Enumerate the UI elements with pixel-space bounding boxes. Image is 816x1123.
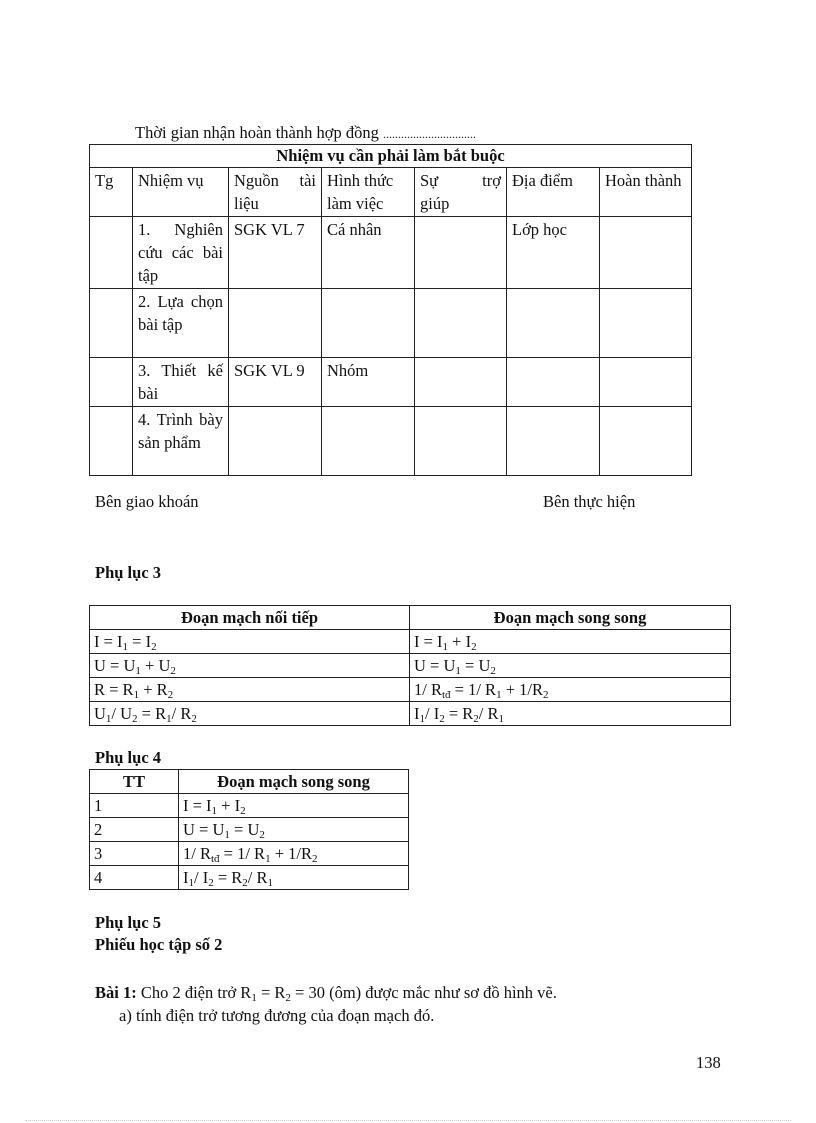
appendix4-header-row [90,770,409,794]
table-row [90,407,692,476]
cell-tg [90,217,133,289]
table-row [90,818,409,842]
formula-voltage: $U = U_1 = U_2$ [179,818,409,842]
cell-form [322,289,415,358]
exercise-item-a: a) tính điện trở tương đương của đoạn mạch đó. [119,1006,435,1025]
header-task: Nhiệm vụ [133,168,229,217]
cell-place: Lớp học [507,217,600,289]
appendix3-title: Phụ lục 3 [95,563,162,582]
header-source: Nguồn tài liệu [229,168,322,217]
cell-source: SGK VL 9 [229,358,322,407]
cell-tg [90,407,133,476]
table-row [90,678,731,702]
sign-left: Bên giao khoán [95,492,199,511]
table-row [90,358,692,407]
cell-form [322,407,415,476]
cell-task: 4. Trình bày sản phẩm [133,407,229,476]
receive-line-dots: ............................... [382,127,476,141]
appendix3-table [89,605,731,726]
row-number: 3 [90,842,179,866]
appendix5-title: Phụ lục 5 [95,913,162,932]
exercise-text: Cho 2 điện trở $R_1 = R_2 = 30$ (ôm) [140,983,362,1004]
worksheet-title: Phiếu học tập số 2 [95,935,223,954]
cell-done [600,407,692,476]
cell-tg [90,358,133,407]
contract-table-header-row [90,168,692,217]
formula-parallel-current: $I = I_1 + I_2$ [410,630,731,654]
sign-right: Bên thực hiện [543,492,636,511]
cell-done [600,289,692,358]
contract-table [89,144,692,476]
formula-parallel-voltage: $U = U_1 = U_2$ [410,654,731,678]
cell-form: Nhóm [322,358,415,407]
cell-support [415,358,507,407]
header-form: Hình thức làm việc [322,168,415,217]
cell-source [229,407,322,476]
appendix4-title: Phụ lục 4 [95,748,162,767]
page-number: 138 [696,1053,721,1072]
exercise-label: Bài 1: [95,983,137,1002]
header-tg: Tg [90,168,133,217]
cell-source [229,289,322,358]
receive-line [135,123,476,144]
formula-ratio: $I_1/$ $I_2 = R_2/$ $R_1$ [179,866,409,890]
cell-support [415,407,507,476]
appendix3-header-row [90,606,731,630]
table-row [90,217,692,289]
cell-done [600,217,692,289]
row-number: 2 [90,818,179,842]
appendix3-header-series: Đoạn mạch nối tiếp [90,606,410,630]
header-place: Địa điểm [507,168,600,217]
appendix3-header-parallel: Đoạn mạch song song [410,606,731,630]
formula-series-ratio: $U_1/$ $U_2 = R_1/$ $R_2$ [90,702,410,726]
cell-done [600,358,692,407]
contract-table-title-row [90,145,692,168]
cell-tg [90,289,133,358]
cell-place [507,289,600,358]
row-number: 4 [90,866,179,890]
table-row [90,794,409,818]
cell-support [415,217,507,289]
formula-resistance: 1/ $R_{tđ} = 1/$ $R_1 + 1/R_2$ [179,842,409,866]
appendix4-header-tt: TT [90,770,179,794]
table-row [90,654,731,678]
cell-task: 3. Thiết kế bài [133,358,229,407]
table-row [90,630,731,654]
table-row [90,866,409,890]
header-support: Sự trợ giúp [415,168,507,217]
cell-form: Cá nhân [322,217,415,289]
table-row [90,842,409,866]
cell-place [507,407,600,476]
formula-parallel-resistance: 1/ $R_{tđ} = 1/$ $R_1 + 1/R_2$ [410,678,731,702]
contract-table-title: Nhiệm vụ cần phải làm bắt buộc [90,145,692,168]
cell-task: 1. Nghiên cứu các bài tập [133,217,229,289]
exercise-1 [95,983,557,1003]
receive-line-text: Thời gian nhận hoàn thành hợp đồng [135,123,379,142]
row-number: 1 [90,794,179,818]
formula-series-voltage: $U = U_1 + U_2$ [90,654,410,678]
formula-series-current: $I = I_1 = I_2$ [90,630,410,654]
cell-place [507,358,600,407]
table-row [90,289,692,358]
cell-support [415,289,507,358]
appendix4-header-parallel: Đoạn mạch song song [179,770,409,794]
cell-task: 2. Lựa chọn bài tập [133,289,229,358]
formula-current: $I = I_1 + I_2$ [179,794,409,818]
header-done: Hoàn thành [600,168,692,217]
cell-source: SGK VL 7 [229,217,322,289]
table-row [90,702,731,726]
page-footer-divider [25,1120,791,1121]
formula-series-resistance: $R = R_1 + R_2$ [90,678,410,702]
appendix4-table [89,769,409,890]
formula-parallel-ratio: $I_1/$ $I_2 = R_2/$ $R_1$ [410,702,731,726]
exercise-tail: được mắc như sơ đồ hình vẽ. [365,983,557,1002]
